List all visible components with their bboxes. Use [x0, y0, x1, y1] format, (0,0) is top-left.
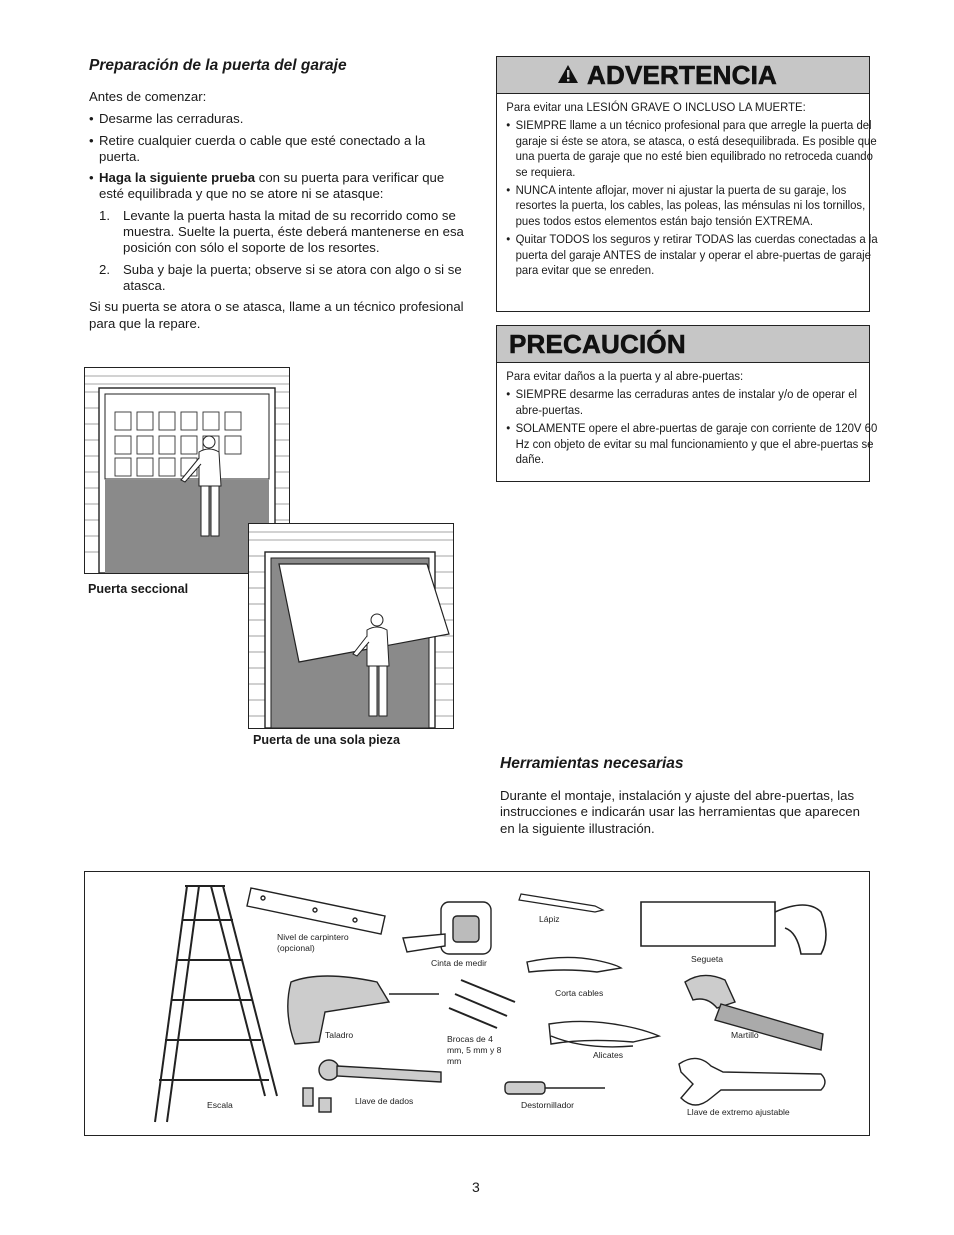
tool-label-hacksaw: Segueta	[691, 954, 724, 964]
pliers-icon	[549, 1021, 659, 1046]
tools-illustration	[84, 871, 870, 1136]
tool-label-socket: Llave de dados	[355, 1096, 414, 1106]
tool-label-pliers: Alicates	[593, 1050, 624, 1060]
prep-title: Preparación de la puerta del garaje	[89, 57, 347, 74]
tool-label-level: Nivel de carpintero (opcional)	[277, 932, 349, 953]
tools-title: Herramientas necesarias	[500, 755, 684, 772]
warning-title: ADVERTENCIA	[587, 59, 777, 90]
tool-label-hammer: Martillo	[731, 1030, 759, 1040]
page-number: 3	[472, 1179, 480, 1195]
caution-header	[497, 326, 869, 363]
prep-step-2-num: 2.	[99, 261, 110, 277]
tools-intro: Durante el montaje, instalación y ajuste del abre-puertas, las instrucciones e indicarán usar las herramientas que aparecen en la siguiente illustración.	[500, 788, 860, 836]
tape-measure-icon	[403, 902, 491, 954]
tool-label-tape: Cinta de medir	[431, 958, 487, 968]
prep-bullet-3-bold: Haga la siguiente prueba	[99, 170, 256, 186]
prep-body	[89, 89, 469, 338]
sectional-door-caption: Puerta seccional	[88, 582, 189, 596]
tool-label-bits: Brocas de 4 mm, 5 mm y 8 mm	[447, 1034, 502, 1066]
tools-drawings	[85, 872, 869, 1135]
prep-bullet-3-rest: con su puerta para verificar que esté equilibrada y que no se atore ni se atasque:	[99, 170, 445, 202]
hacksaw-icon	[641, 902, 826, 954]
caution-title: PRECAUCIÓN	[509, 328, 686, 359]
prep-step-2	[99, 262, 469, 295]
prep-closing: Si su puerta se atora o se atasca, llame a un técnico profesional para que la repare.	[89, 299, 464, 331]
one-piece-door-illustration	[248, 523, 454, 729]
adjustable-wrench-icon	[679, 1058, 825, 1105]
tool-label-screwdriver: Destornillador	[521, 1100, 575, 1110]
tool-label-cutters: Corta cables	[555, 988, 604, 998]
warning-header	[497, 57, 869, 94]
prep-bullet-1: • Desarme las cerraduras.	[89, 111, 469, 127]
screwdriver-icon	[505, 1082, 605, 1094]
tool-label-ladder: Escala	[207, 1100, 233, 1110]
level-icon	[247, 888, 385, 934]
caution-box	[496, 325, 878, 482]
caution-item: • SIEMPRE desarme las cerraduras antes de instalar y/o de operar el abre-puertas.	[506, 387, 878, 418]
tool-label-wrench: Llave de extremo ajustable	[687, 1107, 790, 1117]
drill-bits-icon	[449, 980, 515, 1028]
warning-triangle-icon	[557, 60, 579, 91]
warning-box	[496, 56, 878, 312]
tool-label-pencil: Lápiz	[539, 914, 560, 924]
prep-step-2-text: Suba y baje la puerta; observe si se atora con algo o si se atasca.	[123, 261, 462, 293]
prep-step-1-num: 1.	[99, 207, 110, 223]
one-piece-door-caption: Puerta de una sola pieza	[253, 733, 400, 747]
tool-label-drill: Taladro	[325, 1030, 354, 1040]
prep-step-1-text: Levante la puerta hasta la mitad de su recorrido como se muestra. Suelte la puerta, éste deberá mantenerse en esa posición con sólo el soporte de los resortes.	[123, 207, 464, 256]
prep-step-1	[99, 208, 469, 257]
warning-item: • SIEMPRE llame a un técnico profesional para que arregle la puerta del garaje si éste se atora, se atasca, o está desequilibrada. Es posible que una puerta de garaje que no esté bien equilibrado no retroceda cuando se requiera.	[506, 118, 878, 180]
ladder-icon	[155, 886, 277, 1122]
caution-body	[497, 363, 888, 476]
warning-item: • NUNCA intente aflojar, mover ni ajustar la puerta de su garaje, los resortes la puerta, los cables, las poleas, las ménsulas ni los tornillos, pues todos estos elementos están bajo tensión EXTREMA.	[506, 183, 878, 229]
prep-intro: Antes de comenzar:	[89, 89, 207, 104]
warning-intro: Para evitar una LESIÓN GRAVE O INCLUSO LA MUERTE:	[506, 100, 806, 114]
pencil-icon	[519, 894, 603, 912]
caution-item: • SOLAMENTE opere el abre-puertas de garaje con corriente de 120V 60 Hz con objeto de evitar su mal funcionamiento y que el abre-puertas se dañe.	[506, 421, 878, 467]
prep-bullet-3	[89, 170, 469, 203]
warning-body	[497, 94, 888, 287]
caution-intro: Para evitar daños a la puerta y al abre-puertas:	[506, 369, 744, 383]
drill-icon	[288, 976, 439, 1044]
prep-bullet-2: • Retire cualquier cuerda o cable que esté conectado a la puerta.	[89, 133, 469, 166]
wire-cutters-icon	[527, 957, 621, 972]
warning-item: • Quitar TODOS los seguros y retirar TODAS las cuerdas conectadas a la puerta del garaje ANTES de instalar y operar el abre-puertas de garaje para evitar que se enreden.	[506, 232, 878, 278]
